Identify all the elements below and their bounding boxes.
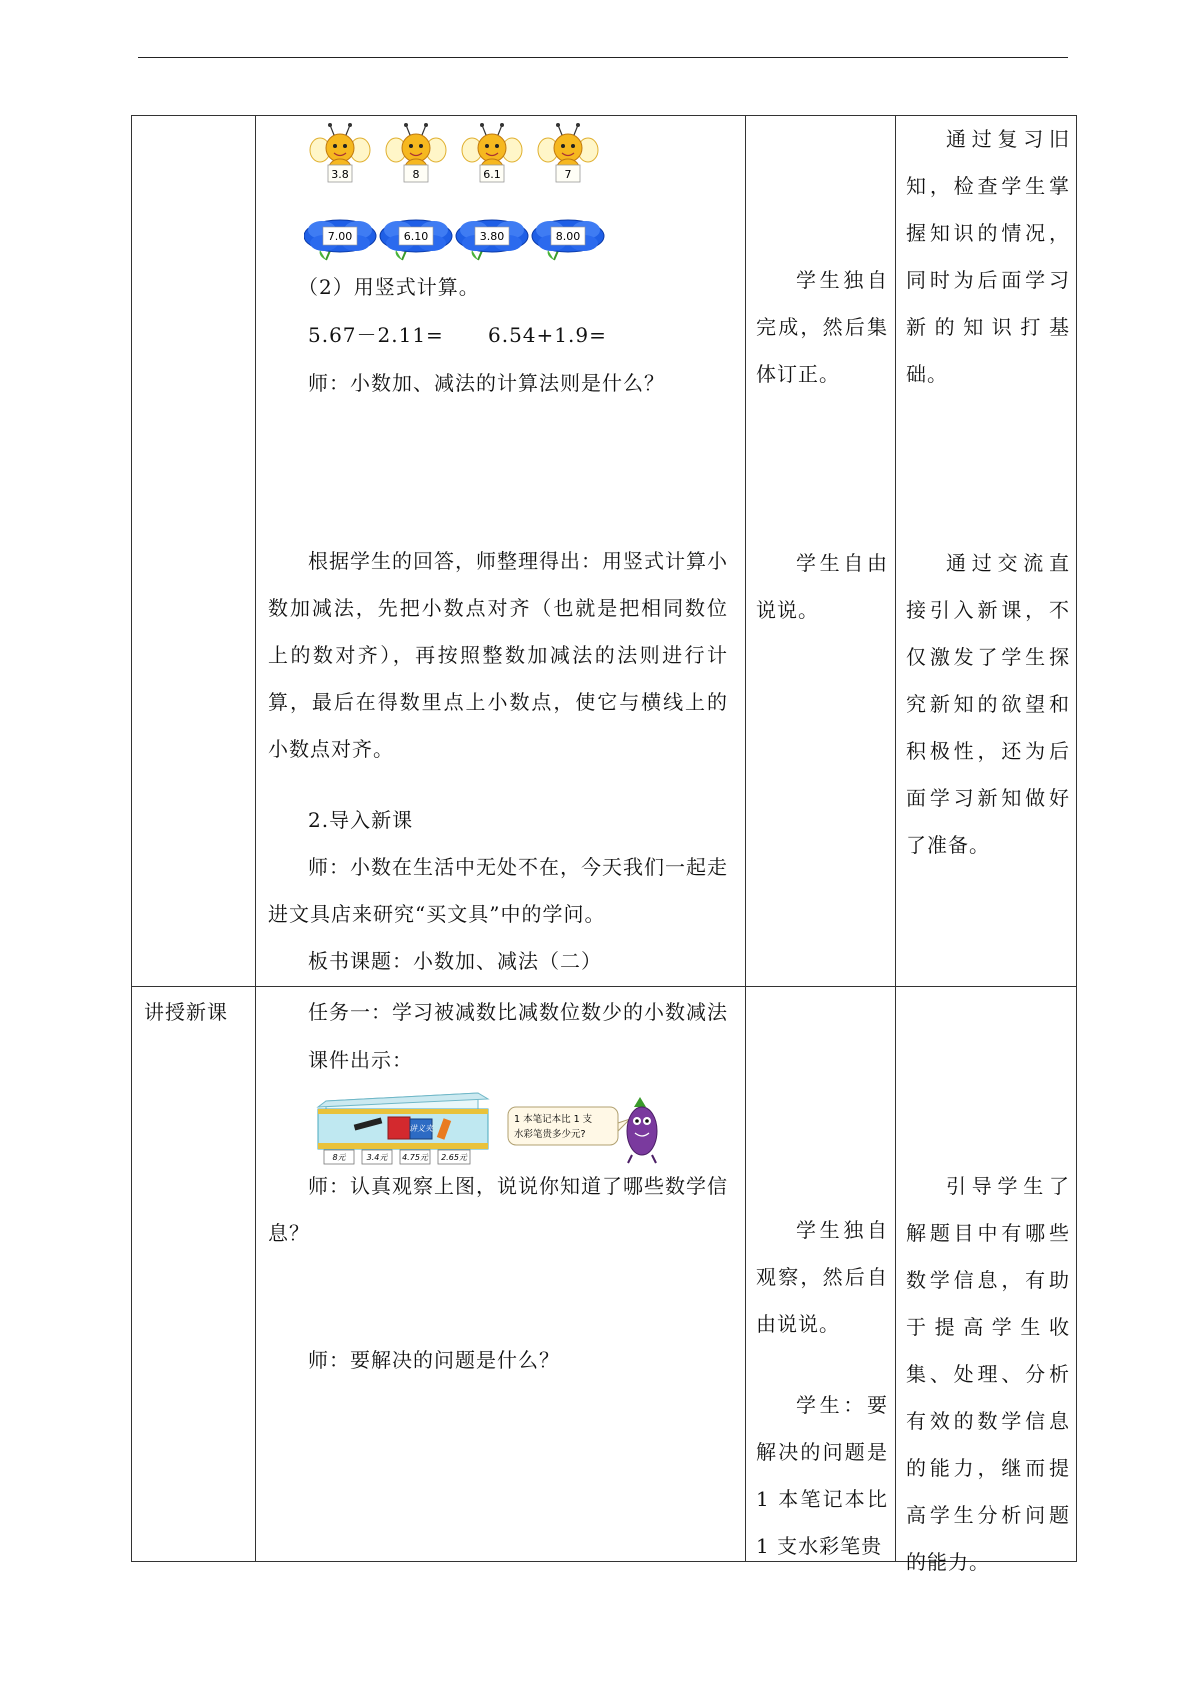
rule-paragraph: 根据学生的回答，师整理得出：用竖式计算小数加减法，先把小数点对齐（也就是把相同数位上的数对齐），再按照整数加减法的法则进行计算，最后在得数里点上小数点，使它与横线上的小数点对齐。	[268, 549, 728, 761]
eggplant-icon	[627, 1097, 657, 1163]
purpose-text-2: 通过交流直接引入新课，不仅激发了学生探究新知的欲望和积极性，还为后面学习新知做好了准备。	[906, 551, 1070, 857]
bee-label: 8	[412, 168, 420, 181]
purpose-cell	[896, 987, 1077, 1574]
task-1-heading: 任务一：学习被减数比减数位数少的小数减法	[308, 1000, 728, 1024]
problem-question: 师：要解决的问题是什么？	[308, 1348, 560, 1372]
intro-paragraph: 师：小数在生活中无处不在，今天我们一起走进文具店来研究“买文具”中的学问。	[268, 855, 728, 926]
header-rule	[138, 57, 1068, 58]
bee-label: 3.8	[331, 168, 349, 181]
student-text-4: 学生：要解决的问题是 1 本笔记本比 1 支水彩笔贵	[756, 1393, 888, 1558]
activity-cell	[256, 116, 746, 987]
section-2-heading: 2.导入新课	[308, 808, 414, 832]
bubble-text-line-2: 水彩笔贵多少元?	[514, 1129, 586, 1140]
student-text-3: 学生独自观察，然后自由说说。	[756, 1218, 888, 1336]
price-tag-label: 2.65元	[441, 1153, 467, 1162]
calc-a: 5.67－2.11=	[308, 323, 444, 347]
table-row	[132, 987, 1077, 1562]
courseware-label: 课件出示：	[308, 1048, 413, 1072]
flower-label: 3.80	[479, 230, 505, 243]
bees-image	[304, 122, 604, 190]
bee-label: 7	[564, 168, 572, 181]
calc-b: 6.54+1.9=	[488, 323, 607, 347]
lesson-plan-table	[131, 115, 1077, 1574]
bee-label: 6.1	[483, 168, 501, 181]
student-text-2: 学生自由说说。	[756, 551, 888, 622]
board-title: 板书课题：小数加、减法（二）	[308, 949, 602, 973]
table-row	[132, 116, 1077, 987]
flower-label: 6.10	[403, 230, 429, 243]
flowers-image	[304, 216, 614, 268]
stage-label: 讲授新课	[144, 1000, 228, 1024]
flower-label: 8.00	[555, 230, 581, 243]
price-tag-label: 3.4元	[366, 1153, 388, 1162]
student-cell	[746, 987, 896, 1562]
stage-cell	[132, 116, 256, 987]
price-tag-label: 8元	[332, 1153, 346, 1162]
teacher-question: 师：小数加、减法的计算法则是什么？	[308, 371, 665, 395]
observe-paragraph: 师：认真观察上图，说说你知道了哪些数学信息？	[268, 1174, 728, 1245]
flower-label: 7.00	[327, 230, 353, 243]
purpose-text-1: 通过复习旧知，检查学生掌握知识的情况，同时为后面学习新的知识打基础。	[906, 127, 1070, 386]
purpose-cell	[896, 116, 1077, 987]
purpose-text-3: 引导学生了解题目中有哪些数学信息，有助于提高学生收集、处理、分析有效的数学信息的能力，继而提高学生分析问题的能力。	[906, 1174, 1070, 1574]
price-tag-label: 4.75元	[402, 1153, 428, 1162]
book-label: 讲义夹	[409, 1124, 433, 1133]
bubble-text-line-1: 1 本笔记本比 1 支	[514, 1114, 593, 1125]
stationery-image	[312, 1087, 692, 1169]
display-case-icon	[318, 1093, 488, 1164]
student-cell	[746, 116, 896, 987]
student-text-1: 学生独自完成，然后集体订正。	[756, 268, 888, 386]
stage-cell	[132, 987, 256, 1562]
activity-cell	[256, 987, 746, 1562]
item-2-text: （2）用竖式计算。	[298, 275, 480, 299]
